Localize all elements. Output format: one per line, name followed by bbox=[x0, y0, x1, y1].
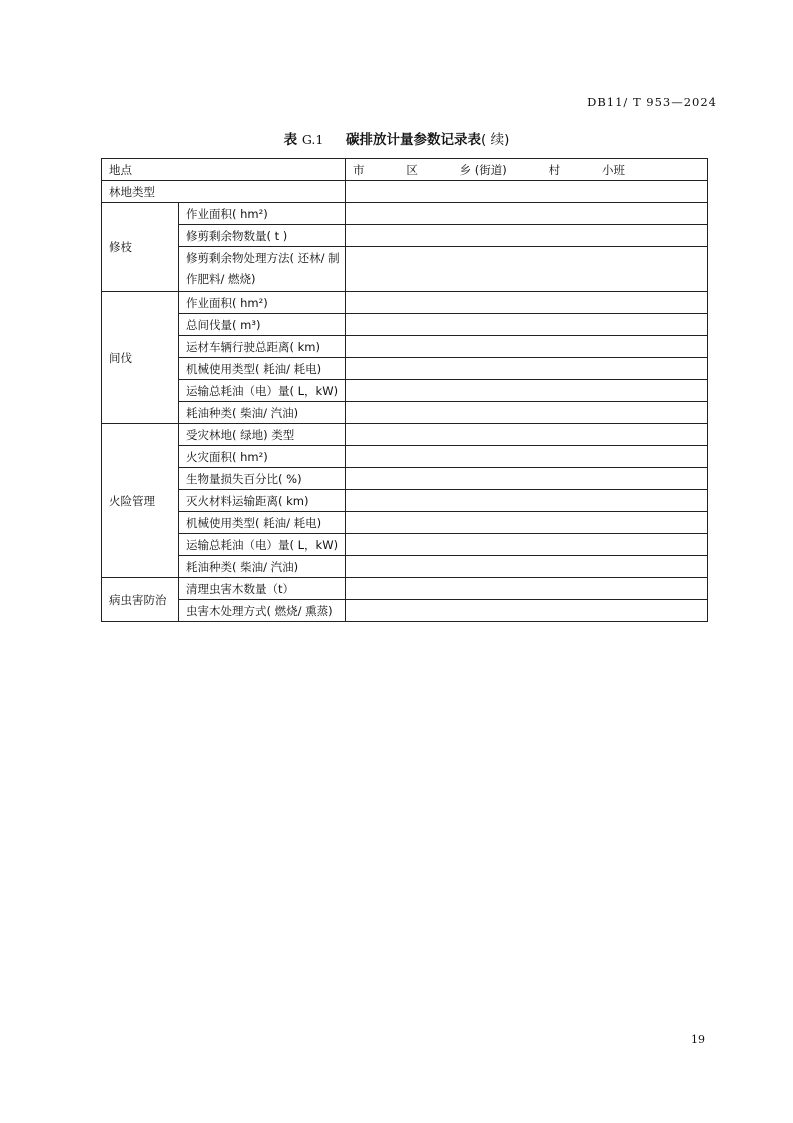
value-cell[interactable] bbox=[346, 490, 708, 512]
document-code: DB11/ T 953—2024 bbox=[587, 95, 717, 109]
item-label: 火灾面积( hm²) bbox=[179, 446, 346, 468]
value-cell[interactable] bbox=[346, 247, 708, 292]
item-label: 耗油种类( 柴油/ 汽油) bbox=[179, 402, 346, 424]
value-cell[interactable] bbox=[346, 600, 708, 622]
item-label: 清理虫害木数量（t） bbox=[179, 578, 346, 600]
table-row bbox=[102, 336, 708, 358]
value-cell[interactable] bbox=[346, 512, 708, 534]
item-label: 运材车辆行驶总距离( km) bbox=[179, 336, 346, 358]
category-pruning: 修枝 bbox=[102, 203, 179, 292]
value-cell[interactable] bbox=[346, 314, 708, 336]
location-part-township: 乡 (街道) bbox=[459, 162, 507, 177]
value-cell[interactable] bbox=[346, 556, 708, 578]
item-label: 运输总耗油（电）量( L，kW) bbox=[179, 534, 346, 556]
location-part-district: 区 bbox=[406, 162, 418, 177]
value-cell[interactable] bbox=[346, 534, 708, 556]
item-label: 总间伐量( m³) bbox=[179, 314, 346, 336]
item-label: 机械使用类型( 耗油/ 耗电) bbox=[179, 512, 346, 534]
value-cell[interactable] bbox=[346, 203, 708, 225]
category-pest-control: 病虫害防治 bbox=[102, 578, 179, 622]
location-part-village: 村 bbox=[548, 162, 561, 177]
value-cell[interactable] bbox=[346, 181, 708, 203]
category-fire-risk: 火险管理 bbox=[102, 424, 179, 578]
caption-number: G.1 bbox=[301, 132, 324, 147]
location-part-city: 市 bbox=[353, 162, 365, 177]
value-cell[interactable] bbox=[346, 402, 708, 424]
value-cell[interactable] bbox=[346, 424, 708, 446]
location-label: 地点 bbox=[102, 159, 346, 181]
item-label: 机械使用类型( 耗油/ 耗电) bbox=[179, 358, 346, 380]
caption-continued: ( 续) bbox=[481, 132, 510, 148]
table-caption bbox=[0, 128, 793, 148]
table-row bbox=[102, 490, 708, 512]
table-row-location bbox=[102, 159, 708, 181]
item-label: 生物量损失百分比( %) bbox=[179, 468, 346, 490]
item-label: 虫害木处理方式( 燃烧/ 熏蒸) bbox=[179, 600, 346, 622]
table-row bbox=[102, 292, 708, 314]
table-row bbox=[102, 578, 708, 600]
item-label: 修剪剩余物处理方法( 还林/ 制作肥料/ 燃烧) bbox=[179, 247, 346, 292]
value-cell[interactable] bbox=[346, 446, 708, 468]
table-row bbox=[102, 600, 708, 622]
value-cell[interactable] bbox=[346, 380, 708, 402]
item-label: 修剪剩余物数量( t ) bbox=[179, 225, 346, 247]
table-row bbox=[102, 446, 708, 468]
item-label: 作业面积( hm²) bbox=[179, 203, 346, 225]
value-cell[interactable] bbox=[346, 468, 708, 490]
item-label: 灭火材料运输距离( km) bbox=[179, 490, 346, 512]
location-part-subcompartment: 小班 bbox=[601, 162, 625, 177]
table-row-forest-type bbox=[102, 181, 708, 203]
item-label: 作业面积( hm²) bbox=[179, 292, 346, 314]
table-row bbox=[102, 402, 708, 424]
table-row bbox=[102, 534, 708, 556]
value-cell[interactable] bbox=[346, 336, 708, 358]
forest-type-label: 林地类型 bbox=[102, 181, 346, 203]
table-row bbox=[102, 380, 708, 402]
page-number: 19 bbox=[691, 1033, 705, 1046]
item-label: 耗油种类( 柴油/ 汽油) bbox=[179, 556, 346, 578]
caption-label: 表 bbox=[283, 132, 298, 148]
table-row bbox=[102, 225, 708, 247]
category-thinning: 间伐 bbox=[102, 292, 179, 424]
value-cell[interactable] bbox=[346, 225, 708, 247]
record-table bbox=[101, 158, 708, 622]
value-cell[interactable] bbox=[346, 292, 708, 314]
item-label: 运输总耗油（电）量( L，kW) bbox=[179, 380, 346, 402]
item-label: 受灾林地( 绿地) 类型 bbox=[179, 424, 346, 446]
value-cell[interactable] bbox=[346, 578, 708, 600]
location-value-cell[interactable] bbox=[346, 159, 708, 181]
table-row bbox=[102, 203, 708, 225]
value-cell[interactable] bbox=[346, 358, 708, 380]
table-row bbox=[102, 512, 708, 534]
table-row bbox=[102, 314, 708, 336]
table-row bbox=[102, 556, 708, 578]
table-row bbox=[102, 358, 708, 380]
caption-title: 碳排放计量参数记录表 bbox=[346, 132, 482, 148]
table-row bbox=[102, 424, 708, 446]
table-row bbox=[102, 468, 708, 490]
